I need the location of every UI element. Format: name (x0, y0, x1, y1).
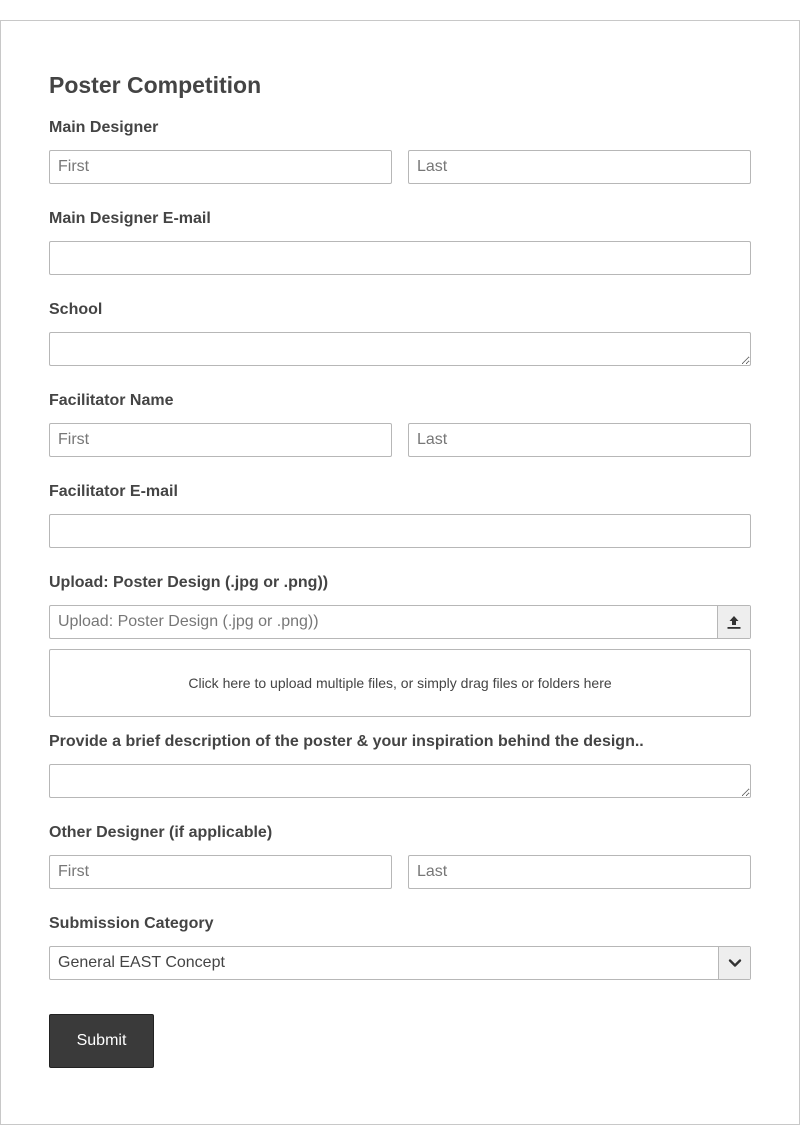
school-textarea[interactable] (49, 332, 751, 366)
main-designer-email-label: Main Designer E-mail (49, 210, 211, 227)
submission-category-select[interactable] (49, 946, 751, 980)
form-title: Poster Competition (49, 72, 262, 98)
description-label: Provide a brief description of the poster & your inspiration behind the design.. (49, 733, 644, 750)
other-designer-first-input[interactable] (49, 855, 392, 889)
upload-dropzone[interactable] (49, 649, 751, 717)
other-designer-last-input[interactable] (408, 855, 751, 889)
description-textarea[interactable] (49, 764, 751, 798)
submit-button[interactable]: Submit (49, 1014, 154, 1068)
facilitator-email-input[interactable] (49, 514, 751, 548)
main-designer-first-input[interactable] (49, 150, 392, 184)
main-designer-email-input[interactable] (49, 241, 751, 275)
upload-input[interactable] (49, 605, 751, 639)
submission-category-value: General EAST Concept (58, 954, 225, 971)
facilitator-first-input[interactable] (49, 423, 392, 457)
submission-category-label: Submission Category (49, 915, 214, 932)
other-designer-label: Other Designer (if applicable) (49, 824, 273, 841)
dropzone-text: Click here to upload multiple files, or simply drag files or folders here (188, 675, 612, 691)
school-label: School (49, 301, 103, 318)
facilitator-last-input[interactable] (408, 423, 751, 457)
main-designer-last-input[interactable] (408, 150, 751, 184)
upload-placeholder: Upload: Poster Design (.jpg or .png)) (58, 613, 319, 630)
facilitator-email-label: Facilitator E-mail (49, 483, 178, 500)
facilitator-name-label: Facilitator Name (49, 392, 174, 409)
upload-icon[interactable] (717, 606, 750, 638)
main-designer-label: Main Designer (49, 119, 159, 136)
upload-label: Upload: Poster Design (.jpg or .png)) (49, 574, 329, 591)
chevron-down-icon[interactable] (718, 947, 750, 979)
